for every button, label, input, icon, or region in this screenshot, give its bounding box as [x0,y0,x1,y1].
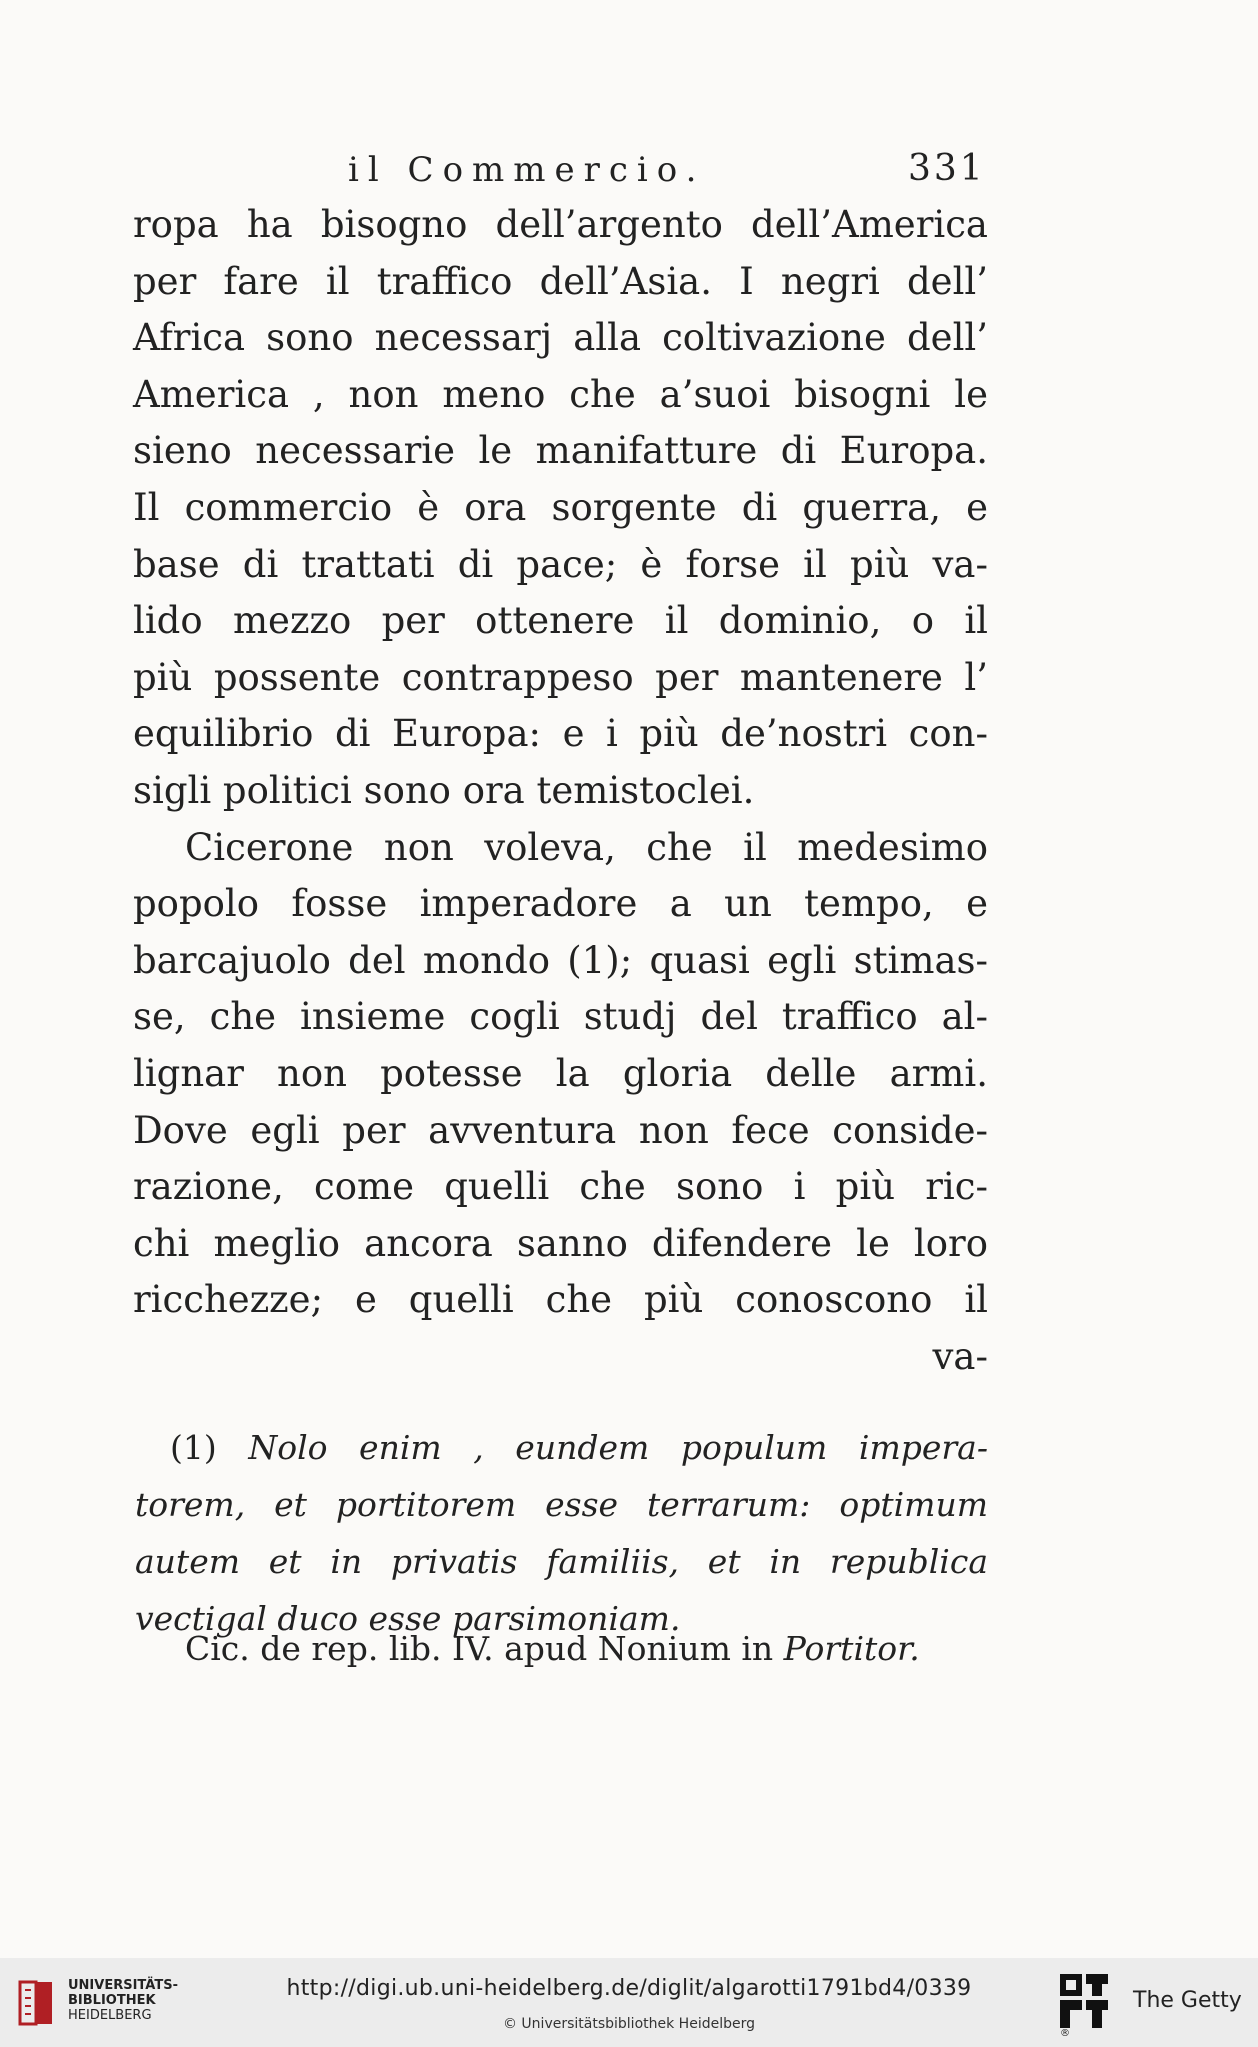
running-title: il Commercio. [348,150,706,190]
text-line: Africa sono necessarj alla coltivazione dell’ [133,316,988,360]
viewer-footer [0,1958,1258,2047]
copyright-notice: © Universitätsbibliothek Heidelberg [502,2016,755,2032]
text-line: più possente contrappeso per mantenere l’ [133,655,988,699]
registered-mark: ® [1060,2028,1070,2039]
text-line: ropa ha bisogno dell’argento dell’America [133,203,988,246]
footnote-citation [185,1620,920,1677]
text-line: America , non meno che a’suoi bisogni le [133,372,988,416]
footnote-line: autem et in privatis familiis, et in republica [135,1542,988,1581]
footnote-line: vectigal duco esse parsimoniam. [135,1599,681,1638]
text-line: per fare il traffico dell’Asia. I negri dell’ [133,259,988,303]
getty-logo-icon [1058,1972,1110,2030]
text-line: barcajuolo del mondo (1); quasi egli stimas- [133,938,988,982]
permalink[interactable]: http://digi.ub.uni-heidelberg.de/diglit/algarotti1791bd4/0339 [286,1976,972,2001]
library-line: BIBLIOTHEK [68,1993,156,2008]
text-line: popolo fosse imperadore a un tempo, e [133,882,988,926]
getty-name: The Getty [1133,1988,1242,2013]
library-line: HEIDELBERG [68,2008,152,2023]
footnote-line: torem, et portitorem esse terrarum: optimum [135,1485,988,1524]
text-line: se, che insieme cogli studj del traffico al- [133,995,988,1039]
footnote-text: Nolo enim , eundem populum impera- [248,1428,988,1467]
text-line: Il commercio è ora sorgente di guerra, e [133,485,988,529]
text-line: equilibrio di Europa: e i più de’nostri con- [133,712,988,756]
text-line: sigli politici sono ora temistoclei. [133,768,755,812]
text-line: Cicerone non voleva, che il medesimo [185,825,988,869]
citation-text: Cic. de rep. lib. IV. apud Nonium in [185,1629,774,1668]
text-line: lido mezzo per ottenere il dominio, o il [133,599,988,643]
body-text [133,197,988,1385]
text-line: base di trattati di pace; è forse il più va- [133,542,988,586]
footnote [135,1419,988,1647]
page-header [0,150,1258,200]
library-line: UNIVERSITÄTS- [68,1978,178,1993]
text-line: sieno necessarie le manifatture di Europa. [133,429,988,473]
footnote-marker: (1) [170,1428,217,1467]
text-line: chi meglio ancora sanno difendere le loro [133,1221,988,1265]
page-number: 331 [908,148,986,189]
text-line: razione, come quelli che sono i più ric- [133,1165,988,1209]
citation-work: Portitor. [783,1629,920,1668]
text-line: ricchezze; e quelli che più conoscono il [133,1278,988,1322]
text-line: lignar non potesse la gloria delle armi. [133,1051,988,1095]
footnote-line [170,1419,988,1476]
text-line: Dove egli per avventura non fece conside- [133,1108,988,1152]
catchword: va- [932,1334,988,1378]
